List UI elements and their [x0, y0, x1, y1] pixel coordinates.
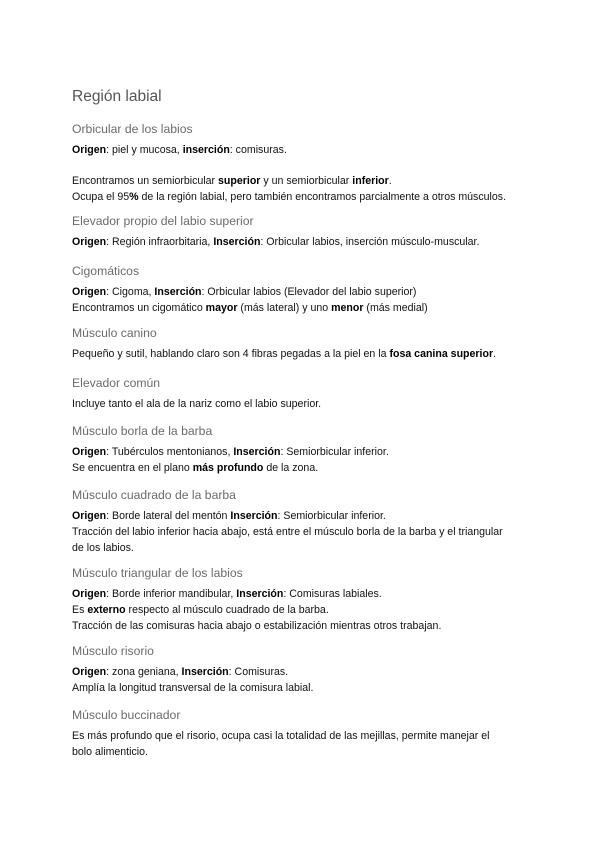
- bold-term: fosa canina superior: [389, 348, 494, 360]
- section-heading: Músculo canino: [72, 326, 157, 340]
- text-run: Amplía la longitud transversal de la comisura labial.: [72, 681, 314, 694]
- paragraph-line: [72, 603, 532, 619]
- paragraph-line: [72, 525, 532, 541]
- section-heading: Músculo risorio: [72, 644, 154, 658]
- blank-line: [72, 159, 532, 174]
- text-run: y un semiorbicular: [260, 174, 353, 187]
- text-run: : Comisuras labiales.: [283, 588, 382, 600]
- text-run: : Borde inferior mandibular,: [106, 588, 237, 600]
- text-run: de la región labial, pero también encontramos parcialmente a otros músculos.: [138, 190, 507, 203]
- bold-term: superior: [218, 174, 261, 187]
- text-run: (más medial): [363, 301, 428, 314]
- paragraph-line: [72, 541, 532, 557]
- text-run: : Región infraorbitaria,: [106, 236, 214, 248]
- text-run: Ocupa el 95: [72, 190, 130, 203]
- bold-term: Inserción: [233, 446, 281, 458]
- text-run: : comisuras.: [229, 144, 287, 156]
- bold-term: Origen: [72, 286, 107, 298]
- section: [72, 264, 532, 317]
- bold-term: menor: [331, 301, 364, 314]
- text-run: (más lateral) y uno: [237, 301, 332, 314]
- paragraph-line: [72, 619, 532, 635]
- section-heading: Músculo triangular de los labios: [72, 566, 243, 580]
- paragraph-line: [72, 445, 532, 461]
- text-run: Es: [72, 603, 88, 616]
- bold-term: Origen: [72, 588, 107, 600]
- bold-term: Origen: [72, 236, 107, 248]
- text-run: : Comisuras.: [228, 666, 289, 678]
- paragraph-line: [72, 745, 532, 761]
- paragraph-line: [72, 190, 532, 206]
- section: [72, 566, 532, 634]
- bold-term: más profundo: [192, 461, 264, 474]
- paragraph-line: [72, 235, 532, 251]
- paragraph-line: [72, 301, 532, 317]
- bold-term: Inserción: [181, 666, 229, 678]
- section: [72, 644, 532, 697]
- text-run: .: [493, 348, 497, 360]
- paragraph-line: [72, 143, 532, 159]
- text-run: Encontramos un cigomático: [72, 301, 206, 314]
- paragraph-line: [72, 729, 532, 745]
- bold-term: externo: [87, 603, 126, 616]
- text-run: Encontramos un semiorbicular: [72, 174, 219, 187]
- paragraph-line: [72, 347, 532, 363]
- text-run: Se encuentra en el plano: [72, 461, 193, 474]
- text-run: de los labios.: [72, 541, 134, 554]
- paragraph-line: [72, 681, 532, 697]
- text-run: : Orbicular labios (Elevador del labio superior): [201, 286, 417, 298]
- text-run: Tracción del labio inferior hacia abajo, está entre el músculo borla de la barba y el triangular: [72, 525, 503, 538]
- text-run: bolo alimenticio.: [72, 745, 148, 758]
- text-run: respecto al músculo cuadrado de la barba.: [125, 603, 329, 616]
- bold-term: Inserción: [154, 286, 202, 298]
- text-run: : Semiorbicular inferior.: [280, 446, 389, 458]
- section-heading: Músculo borla de la barba: [72, 424, 213, 438]
- section-heading: Elevador común: [72, 376, 161, 390]
- paragraph-line: [72, 509, 532, 525]
- text-run: : Borde lateral del mentón: [106, 510, 231, 522]
- text-run: Tracción de las comisuras hacia abajo o estabilización mientras otros trabajan.: [72, 619, 442, 632]
- text-run: Incluye tanto el ala de la nariz como el labio superior.: [72, 398, 322, 410]
- paragraph-line: [72, 397, 532, 413]
- bold-term: mayor: [205, 301, 238, 314]
- document-title: Región labial: [72, 88, 162, 105]
- bold-term: inserción: [182, 144, 230, 156]
- paragraph-line: [72, 587, 532, 603]
- paragraph-line: [72, 461, 532, 477]
- section-heading: Elevador propio del labio superior: [72, 214, 254, 228]
- paragraph-line: [72, 285, 532, 301]
- section: [72, 122, 532, 205]
- text-run: : Semiorbicular inferior.: [277, 510, 386, 522]
- section: [72, 326, 532, 363]
- text-run: de la zona.: [263, 461, 319, 474]
- bold-term: Origen: [72, 446, 107, 458]
- text-run: : Tubérculos mentonianos,: [106, 446, 234, 458]
- text-run: Pequeño y sutil, hablando claro son 4 fibras pegadas a la piel en la: [72, 348, 390, 360]
- bold-term: Origen: [72, 510, 107, 522]
- section: [72, 424, 532, 477]
- bold-term: Origen: [72, 144, 107, 156]
- text-run: : Orbicular labios, inserción músculo-muscular.: [260, 236, 480, 248]
- section: [72, 708, 532, 761]
- paragraph-line: [72, 665, 532, 681]
- section: [72, 488, 532, 556]
- section-heading: Músculo buccinador: [72, 708, 181, 722]
- section: [72, 376, 532, 413]
- bold-term: inferior: [352, 174, 389, 187]
- text-run: Es más profundo que el risorio, ocupa casi la totalidad de las mejillas, permite manejar el: [72, 730, 490, 742]
- text-run: : Cigoma,: [106, 286, 155, 298]
- section-heading: Cigomáticos: [72, 264, 140, 278]
- section-heading: Músculo cuadrado de la barba: [72, 488, 236, 502]
- bold-term: Inserción: [236, 588, 284, 600]
- bold-term: %: [129, 190, 139, 203]
- section: [72, 214, 532, 251]
- bold-term: Inserción: [213, 236, 261, 248]
- bold-term: Origen: [72, 666, 107, 678]
- paragraph-line: [72, 174, 532, 190]
- text-run: : piel y mucosa,: [106, 144, 183, 156]
- text-run: : zona geniana,: [106, 666, 182, 678]
- bold-term: Inserción: [230, 510, 278, 522]
- section-heading: Orbicular de los labios: [72, 122, 193, 136]
- text-run: .: [388, 174, 392, 187]
